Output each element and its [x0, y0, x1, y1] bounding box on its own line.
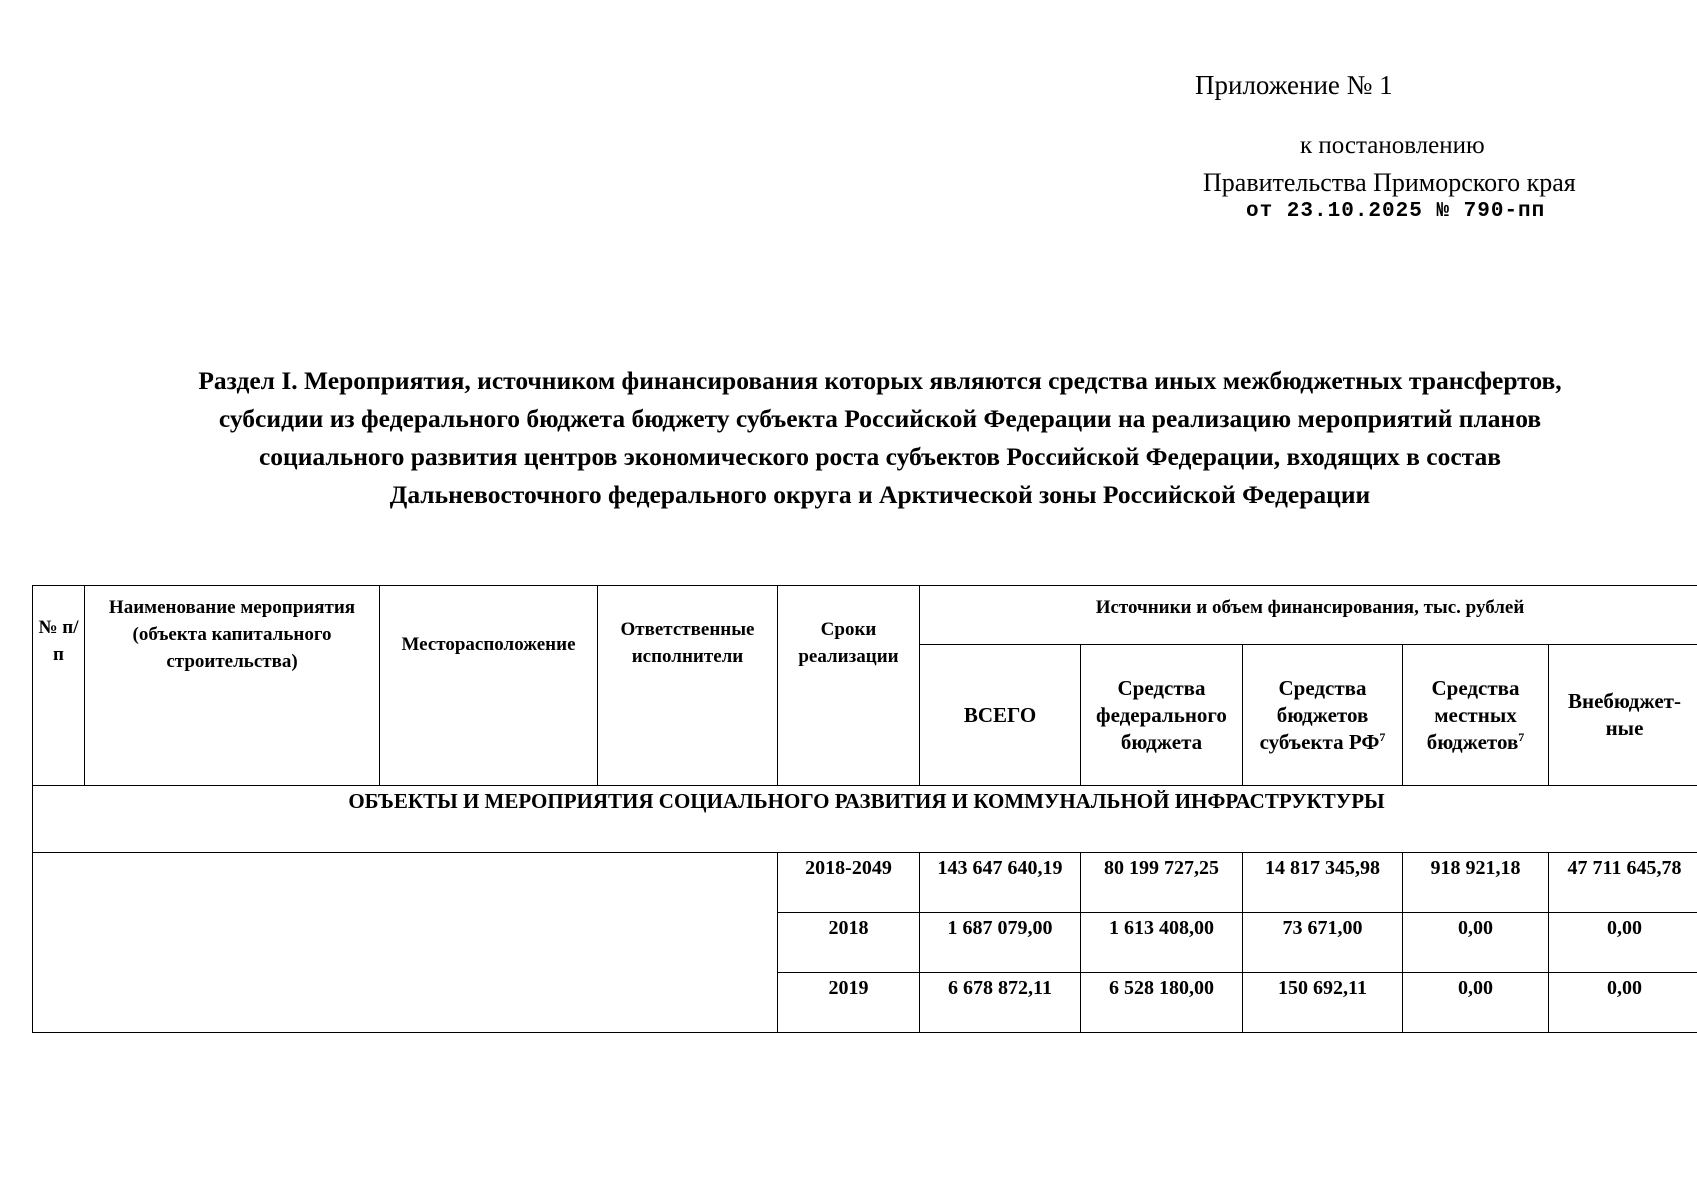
header-total: ВСЕГО: [920, 645, 1081, 786]
header-location: Месторасположение: [380, 586, 598, 786]
cell-local: 918 921,18: [1403, 853, 1549, 913]
cell-federal: 6 528 180,00: [1081, 973, 1243, 1033]
section-title-line: социального развития центров экономического роста субъектов Российской Федерации, входящих в состав: [258, 442, 1501, 471]
financing-table: [32, 585, 1697, 1033]
document-date-number: от 23.10.2025 № 790-пп: [1246, 200, 1546, 223]
header-local-text: Средства местных бюджетов: [1426, 675, 1520, 754]
cell-total: 6 678 872,11: [920, 973, 1081, 1033]
cell-period: 2018: [778, 913, 920, 973]
cell-total: 1 687 079,00: [920, 913, 1081, 973]
section-title-line: субсидии из федерального бюджета бюджету субъекта Российской Федерации на реализацию мероприятий планов: [218, 404, 1542, 433]
header-local-footnote: 7: [1518, 729, 1525, 744]
header-financing-group: Источники и объем финансирования, тыс. рублей: [920, 586, 1697, 645]
cell-federal: 80 199 727,25: [1081, 853, 1243, 913]
cell-period: 2019: [778, 973, 920, 1033]
section-row-title: ОБЪЕКТЫ И МЕРОПРИЯТИЯ СОЦИАЛЬНОГО РАЗВИТИЯ И КОММУНАЛЬНОЙ ИНФРАСТРУКТУРЫ: [33, 786, 1697, 853]
cell-local: 0,00: [1403, 973, 1549, 1033]
header-responsible: Ответственные исполнители: [598, 586, 778, 786]
header-local: [1403, 645, 1549, 786]
cell-regional: 14 817 345,98: [1243, 853, 1403, 913]
cell-total: 143 647 640,19: [920, 853, 1081, 913]
cell-local: 0,00: [1403, 913, 1549, 973]
section-title-line: Раздел I. Мероприятия, источником финансирования которых являются средства иных межбюджетных трансфертов,: [198, 366, 1562, 395]
government-label: Правительства Приморского края: [1203, 168, 1576, 197]
header-period: Сроки реализации: [778, 586, 920, 786]
table-row: [33, 853, 1697, 913]
to-resolution-label: к постановлению: [1300, 132, 1485, 159]
header-regional-footnote: 7: [1379, 729, 1386, 744]
blank-merged-cell: [33, 853, 778, 1033]
cell-regional: 73 671,00: [1243, 913, 1403, 973]
cell-offbudget: 47 711 645,78: [1549, 853, 1697, 913]
cell-federal: 1 613 408,00: [1081, 913, 1243, 973]
header-offbudget: Внебюджет-ные: [1549, 645, 1697, 786]
header-number: № п/п: [33, 586, 85, 786]
cell-period: 2018-2049: [778, 853, 920, 913]
appendix-label: Приложение № 1: [1195, 70, 1393, 100]
header-regional-text: Средства бюджетов субъекта РФ: [1259, 675, 1380, 754]
section-title: [60, 362, 1697, 514]
header-federal: Средства федерального бюджета: [1081, 645, 1243, 786]
header-regional: [1243, 645, 1403, 786]
header-name: Наименование мероприятия (объекта капитального строительства): [85, 586, 380, 786]
cell-regional: 150 692,11: [1243, 973, 1403, 1033]
section-title-line: Дальневосточного федерального округа и Арктической зоны Российской Федерации: [389, 480, 1371, 509]
cell-offbudget: 0,00: [1549, 973, 1697, 1033]
cell-offbudget: 0,00: [1549, 913, 1697, 973]
